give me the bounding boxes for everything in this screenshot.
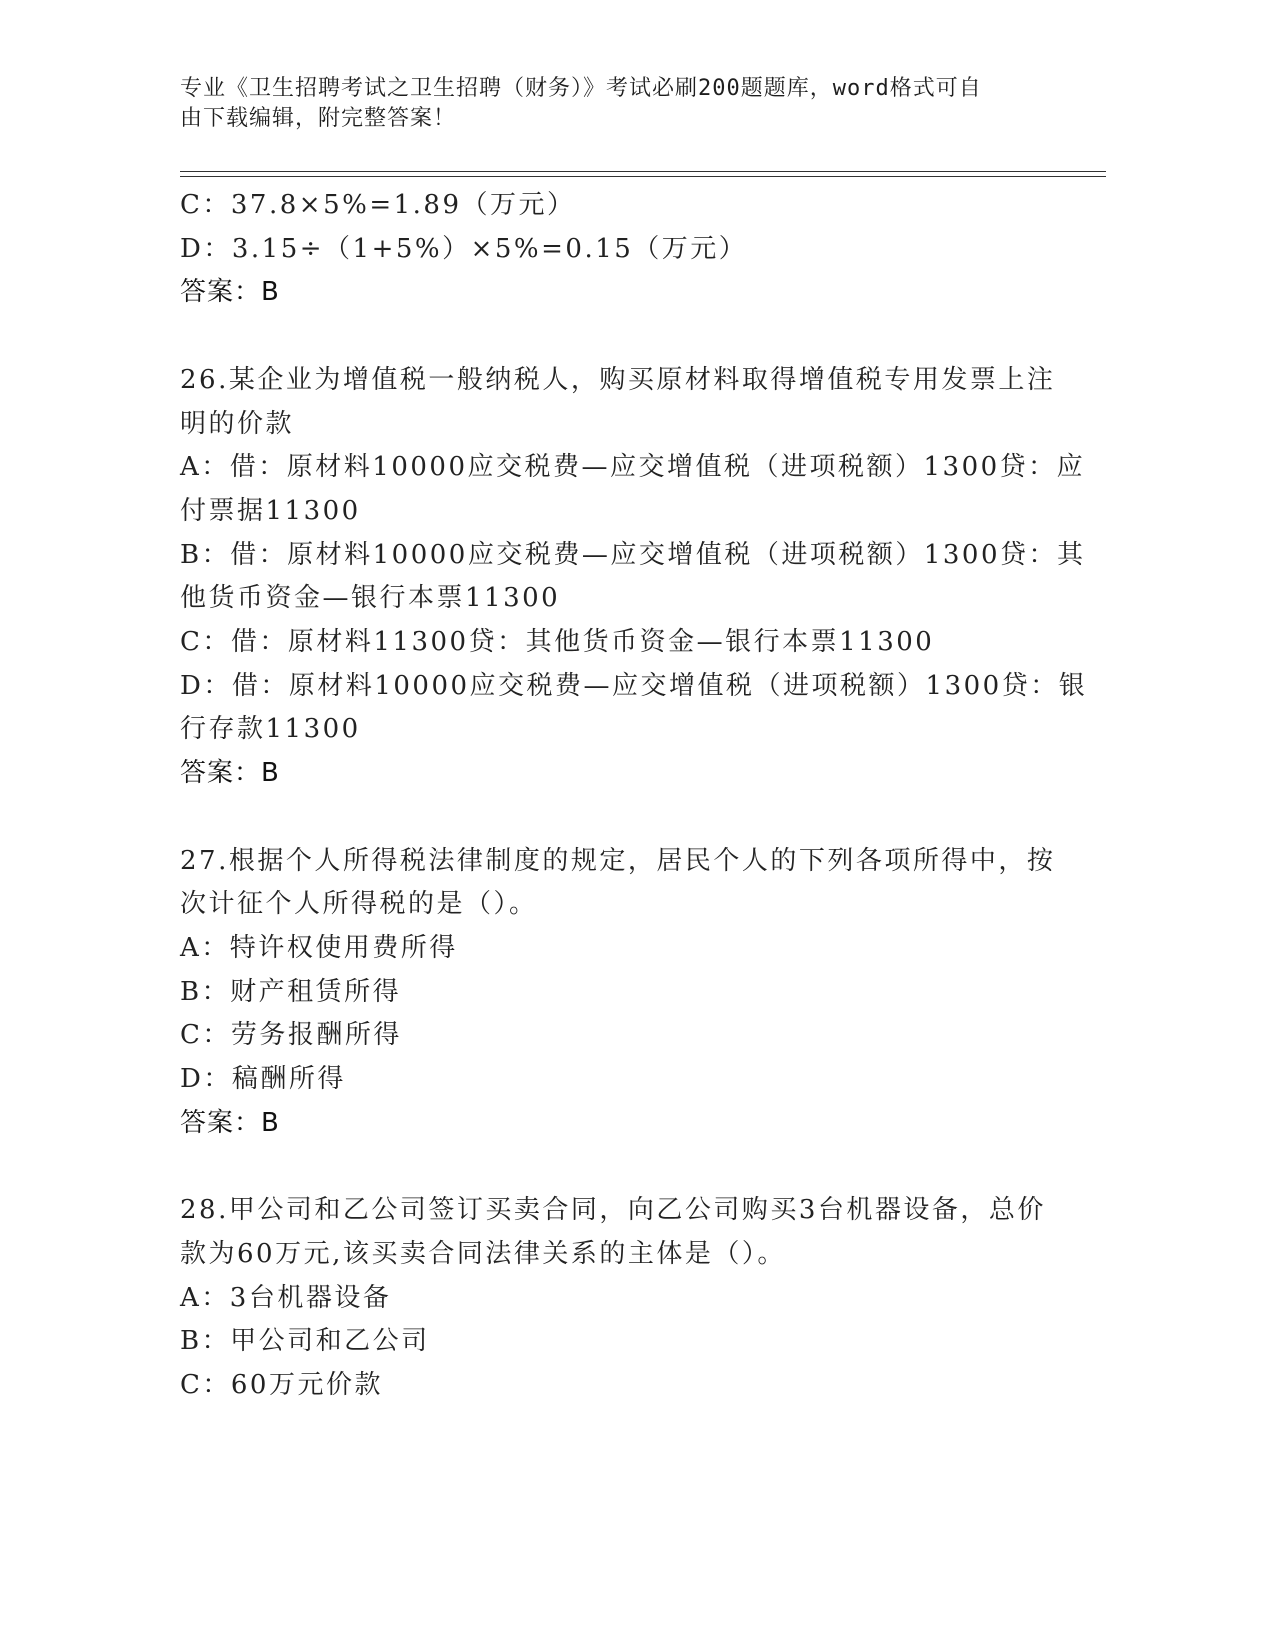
option-d: D：借：原材料10000应交税费—应交增值税（进项税额）1300贷：银 xyxy=(180,670,1088,701)
document-body xyxy=(180,184,1088,1408)
option-b-continued: 他货币资金—银行本票11300 xyxy=(180,583,561,614)
option-b: B：借：原材料10000应交税费—应交增值税（进项税额）1300贷：其 xyxy=(180,539,1086,570)
option-a: A：3台机器设备 xyxy=(180,1282,392,1313)
header-line-2: 由下载编辑，附完整答案！ xyxy=(180,106,457,131)
question-stem-line: 26.某企业为增值税一般纳税人，购买原材料取得增值税专用发票上注 xyxy=(180,364,1056,395)
question-stem-line: 明的价款 xyxy=(180,408,295,439)
header-rule-top xyxy=(180,171,1106,172)
question-stem-line: 款为60万元,该买卖合同法律关系的主体是（）。 xyxy=(180,1238,786,1269)
question-stem-line: 次计征个人所得税的是（）。 xyxy=(180,889,538,920)
header-rule-bottom xyxy=(180,176,1106,177)
question-stem-line: 28.甲公司和乙公司签订买卖合同，向乙公司购买3台机器设备，总价 xyxy=(180,1195,1046,1226)
option-a: A：特许权使用费所得 xyxy=(180,932,458,963)
option-b: B：财产租赁所得 xyxy=(180,976,402,1007)
header-line-1: 专业《卫生招聘考试之卫生招聘（财务）》考试必刷200题题库，word格式可自 xyxy=(180,76,982,101)
option-a-continued: 付票据11300 xyxy=(180,495,361,526)
prev-question-block xyxy=(180,184,1040,315)
option-d: D：稿酬所得 xyxy=(180,1064,346,1095)
spacer xyxy=(180,796,1040,840)
question-27 xyxy=(180,840,1056,1146)
question-stem-line: 27.根据个人所得税法律制度的规定，居民个人的下列各项所得中，按 xyxy=(180,845,1056,876)
option-c: C：借：原材料11300贷：其他货币资金—银行本票11300 xyxy=(180,627,935,658)
option-d-continued: 行存款11300 xyxy=(180,714,361,745)
answer-line: 答案：B xyxy=(180,758,280,789)
option-c: C：60万元价款 xyxy=(180,1369,383,1400)
option-b: B：甲公司和乙公司 xyxy=(180,1326,430,1357)
answer-line: 答案：B xyxy=(180,1107,280,1138)
option-c: C：37.8×5%=1.89（万元） xyxy=(180,190,576,220)
option-c: C：劳务报酬所得 xyxy=(180,1020,402,1051)
document-header xyxy=(180,74,1050,134)
question-26 xyxy=(180,359,1088,796)
option-d: D：3.15÷（1+5%）×5%=0.15（万元） xyxy=(180,233,748,264)
option-a: A：借：原材料10000应交税费—应交增值税（进项税额）1300贷：应 xyxy=(180,452,1086,483)
question-28 xyxy=(180,1189,1046,1408)
spacer xyxy=(180,315,1040,359)
spacer xyxy=(180,1145,1040,1189)
answer-line: 答案：B xyxy=(180,277,280,308)
